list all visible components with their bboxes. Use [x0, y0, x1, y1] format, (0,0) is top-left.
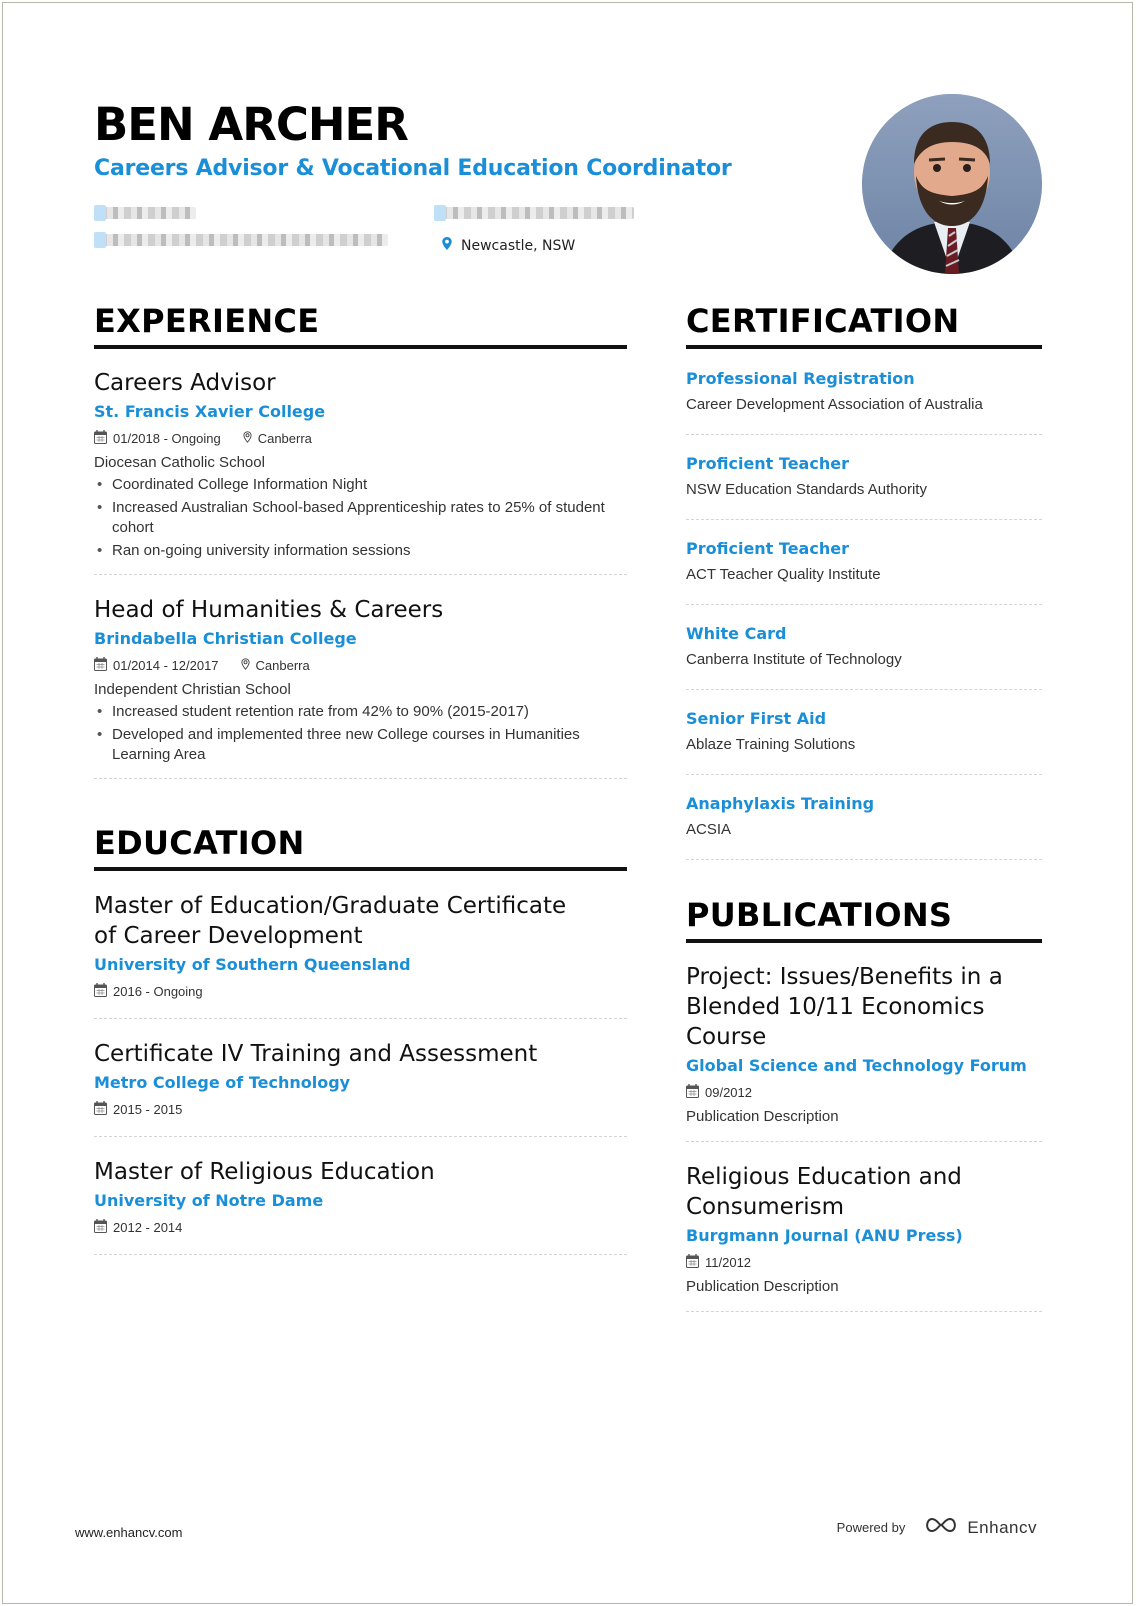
publication-venue: Global Science and Technology Forum: [686, 1056, 1027, 1075]
education-school: Metro College of Technology: [94, 1073, 351, 1092]
location-pin-icon: [241, 658, 250, 673]
education-heading: EDUCATION: [94, 824, 305, 862]
publications-rule: [686, 939, 1042, 943]
education-item: [94, 1157, 627, 1255]
education-degree: Master of Education/Graduate Certificate of Career Development: [94, 893, 567, 949]
education-meta: [94, 981, 627, 1001]
certification-heading: CERTIFICATION: [686, 302, 960, 340]
publication-venue: Burgmann Journal (ANU Press): [686, 1226, 963, 1245]
education-rule: [94, 867, 627, 871]
certification-item: [686, 453, 1042, 520]
certification-issuer: ACT Teacher Quality Institute: [686, 566, 881, 583]
experience-bullet: • Ran on-going university information sessions: [112, 541, 627, 561]
certification-issuer: Ablaze Training Solutions: [686, 736, 856, 753]
certification-title: Senior First Aid: [686, 709, 827, 728]
publications-heading: PUBLICATIONS: [686, 896, 953, 934]
experience-bullets: [94, 475, 627, 561]
experience-bullet: • Developed and implemented three new College courses in Humanities Learning Area: [112, 725, 627, 765]
calendar-icon: [94, 430, 107, 447]
publication-description: Publication Description: [686, 1278, 839, 1295]
footer-website[interactable]: www.enhancv.com: [75, 1525, 183, 1540]
experience-meta: [94, 655, 627, 675]
certification-title: Anaphylaxis Training: [686, 794, 875, 813]
calendar-icon: [94, 1101, 107, 1118]
education-dates: 2016 - Ongoing: [113, 983, 203, 999]
publication-item: [686, 1162, 1042, 1312]
publications-list: [686, 962, 1042, 1312]
certification-issuer: NSW Education Standards Authority: [686, 481, 927, 498]
location-pin-icon: [243, 431, 252, 446]
powered-by-text: Powered by: [836, 1520, 906, 1535]
certification-item: [686, 623, 1042, 690]
publication-date: 11/2012: [705, 1254, 752, 1270]
candidate-name: BEN ARCHER: [94, 98, 408, 151]
redacted-email: [440, 207, 634, 219]
experience-location: Canberra: [255, 657, 310, 673]
calendar-icon: [686, 1254, 699, 1271]
certification-item: [686, 538, 1042, 605]
experience-dates: 01/2014 - 12/2017: [113, 657, 219, 673]
certification-issuer: Career Development Association of Australia: [686, 396, 983, 413]
certification-item: [686, 368, 1042, 435]
experience-meta: [94, 428, 627, 448]
calendar-icon: [686, 1084, 699, 1101]
education-meta: [94, 1217, 627, 1237]
experience-role: Head of Humanities & Careers: [94, 597, 444, 623]
redacted-phone: [100, 207, 196, 219]
experience-org: Brindabella Christian College: [94, 629, 357, 648]
experience-item: [94, 595, 627, 779]
education-degree: Certificate IV Training and Assessment: [94, 1041, 538, 1067]
experience-org: St. Francis Xavier College: [94, 402, 326, 421]
experience-description: Diocesan Catholic School: [94, 454, 265, 471]
calendar-icon: [94, 983, 107, 1000]
education-school: University of Southern Queensland: [94, 955, 411, 974]
redacted-link: [100, 234, 388, 246]
enhancv-wordmark: Enhancv: [967, 1517, 1037, 1537]
certification-title: Professional Registration: [686, 369, 915, 388]
experience-description: Independent Christian School: [94, 681, 291, 698]
education-item: [94, 891, 627, 1019]
publication-title: Religious Education and Consumerism: [686, 1164, 962, 1220]
publication-meta: [686, 1082, 1042, 1102]
certification-issuer: Canberra Institute of Technology: [686, 651, 902, 668]
publication-date: 09/2012: [705, 1084, 752, 1100]
publication-item: [686, 962, 1042, 1142]
experience-location: Canberra: [257, 430, 312, 446]
certification-list: [686, 368, 1042, 860]
publication-title: Project: Issues/Benefits in a Blended 10/11 Economics Course: [686, 964, 1003, 1050]
publication-meta: [686, 1252, 1042, 1272]
experience-list: [94, 368, 627, 779]
experience-item: [94, 368, 627, 575]
experience-bullets: [94, 702, 627, 765]
education-dates: 2012 - 2014: [113, 1219, 183, 1235]
experience-role: Careers Advisor: [94, 370, 276, 396]
certification-title: White Card: [686, 624, 787, 643]
education-list: [94, 891, 627, 1255]
education-school: University of Notre Dame: [94, 1191, 324, 1210]
experience-bullet: • Increased Australian School-based Apprenticeship rates to 25% of student cohort: [112, 498, 627, 538]
experience-bullet: • Increased student retention rate from 42% to 90% (2015-2017): [112, 702, 627, 722]
education-item: [94, 1039, 627, 1137]
experience-heading: EXPERIENCE: [94, 302, 320, 340]
experience-bullet: • Coordinated College Information Night: [112, 475, 627, 495]
certification-title: Proficient Teacher: [686, 539, 849, 558]
experience-rule: [94, 345, 627, 349]
experience-dates: 01/2018 - Ongoing: [113, 430, 221, 446]
calendar-icon: [94, 1219, 107, 1236]
profile-photo: [862, 94, 1042, 274]
education-dates: 2015 - 2015: [113, 1101, 183, 1117]
certification-item: [686, 793, 1042, 860]
enhancv-infinity-icon: [923, 1516, 959, 1539]
contact-location: [442, 237, 575, 254]
location-pin-icon: [442, 237, 452, 254]
enhancv-logo[interactable]: [923, 1516, 1037, 1539]
publication-description: Publication Description: [686, 1108, 839, 1125]
certification-rule: [686, 345, 1042, 349]
certification-issuer: ACSIA: [686, 821, 732, 838]
certification-item: [686, 708, 1042, 775]
location-text: Newcastle, NSW: [461, 237, 576, 254]
certification-title: Proficient Teacher: [686, 454, 849, 473]
education-degree: Master of Religious Education: [94, 1159, 435, 1185]
footer-brand: [837, 1516, 1037, 1539]
candidate-title: Careers Advisor & Vocational Education Coordinator: [94, 156, 732, 181]
education-meta: [94, 1099, 627, 1119]
calendar-icon: [94, 657, 107, 674]
